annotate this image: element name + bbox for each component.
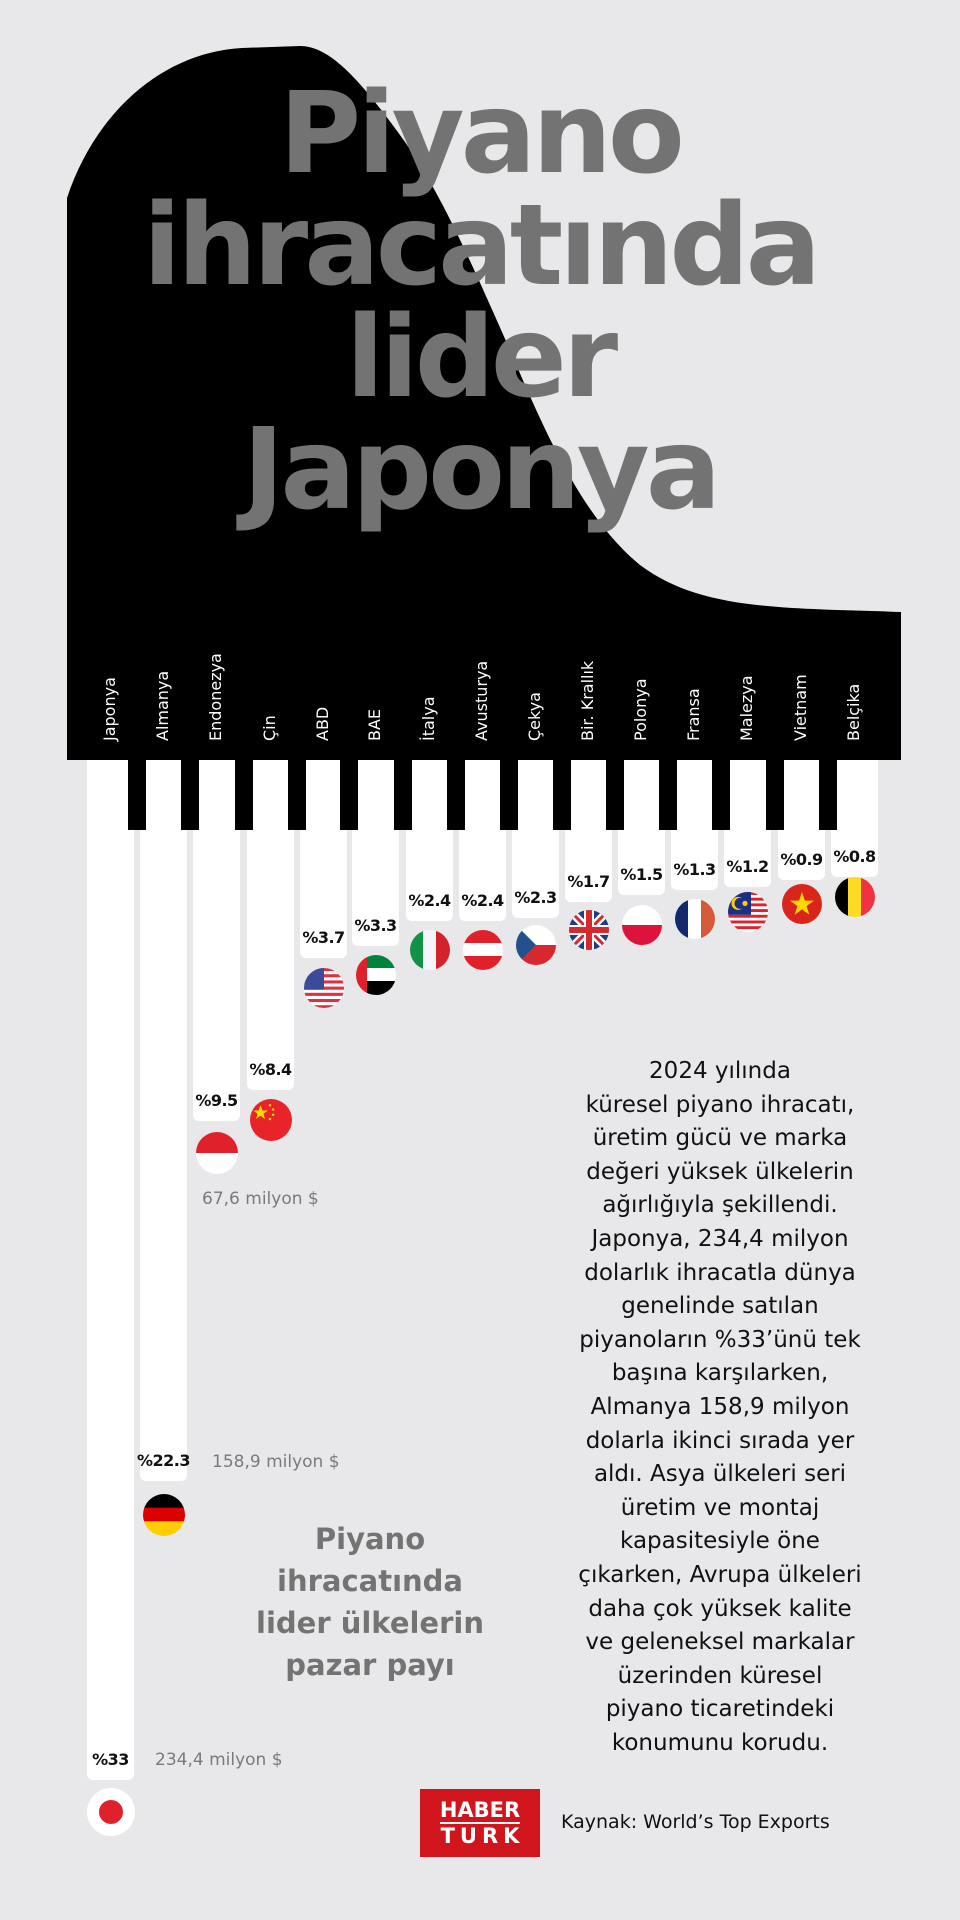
- vietnam-flag-icon: [782, 884, 822, 924]
- black-key: [500, 760, 518, 830]
- china-flag-icon: [250, 1099, 292, 1141]
- japan-flag-icon: [87, 1788, 135, 1836]
- paragraph-line: değeri yüksek ülkelerin: [586, 1158, 854, 1185]
- uae-flag-icon: [356, 955, 396, 995]
- percentage-label: %1.5: [620, 865, 663, 884]
- indonesia-flag-icon: [196, 1132, 238, 1174]
- country-label: Endonezya: [205, 653, 225, 741]
- paragraph-line: ve geleneksel markalar: [585, 1629, 855, 1656]
- black-key: [606, 760, 624, 830]
- percentage-label: %22.3: [136, 1451, 190, 1470]
- chart-subtitle: [230, 1518, 510, 1686]
- title-line: Piyano: [279, 69, 681, 199]
- black-key: [659, 760, 677, 830]
- logo-text-top: HABER: [439, 1797, 521, 1822]
- paragraph-line: Japonya, 234,4 milyon: [591, 1225, 849, 1252]
- export-value-label: 67,6 milyon $: [202, 1189, 319, 1209]
- percentage-label: %3.3: [354, 916, 397, 935]
- percentage-label: %8.4: [249, 1060, 292, 1079]
- page-title: [90, 69, 870, 535]
- black-key: [394, 760, 412, 830]
- percentage-label: %3.7: [302, 928, 345, 947]
- black-key: [128, 760, 146, 830]
- black-key: [712, 760, 730, 830]
- paragraph-line: üretim gücü ve marka: [592, 1125, 848, 1152]
- paragraph-line: Almanya 158,9 milyon: [590, 1393, 850, 1420]
- percentage-label: %2.3: [514, 888, 557, 907]
- subtitle-line: ihracatında: [277, 1564, 463, 1598]
- malaysia-flag-icon: [728, 892, 768, 932]
- subtitle-line: lider ülkelerin: [256, 1606, 484, 1640]
- country-label: İtalya: [418, 696, 438, 741]
- paragraph-line: kapasitesiyle öne: [620, 1528, 820, 1555]
- country-label: Polonya: [630, 678, 650, 741]
- export-value-label: 234,4 milyon $: [155, 1750, 283, 1770]
- export-value-label: 158,9 milyon $: [212, 1452, 340, 1472]
- bar-key-2: [193, 760, 240, 1121]
- black-key: [553, 760, 571, 830]
- country-label: Vietnam: [790, 674, 810, 741]
- country-label: Almanya: [152, 670, 172, 741]
- paragraph-line: piyano ticaretindeki: [605, 1696, 835, 1723]
- poland-flag-icon: [622, 905, 662, 945]
- percentage-label: %33: [92, 1750, 129, 1769]
- italy-flag-icon: [410, 930, 450, 970]
- country-label: Çekya: [524, 692, 544, 741]
- percentage-label: %0.9: [780, 850, 823, 869]
- country-label: ABD: [312, 706, 332, 741]
- black-key: [340, 760, 358, 830]
- country-label: Malezya: [736, 675, 756, 741]
- belgium-flag-icon: [835, 877, 875, 917]
- country-label: Çin: [259, 715, 279, 741]
- uk-flag-icon: [569, 910, 609, 950]
- usa-flag-icon: [304, 968, 344, 1008]
- percentage-label: %2.4: [408, 891, 451, 910]
- paragraph-line: piyanoların %33’ünü tek: [579, 1326, 861, 1353]
- austria-flag-icon: [463, 930, 503, 970]
- black-key: [819, 760, 837, 830]
- paragraph-line: üretim ve montaj: [620, 1494, 820, 1521]
- subtitle-line: pazar payı: [285, 1648, 455, 1682]
- source-credit: Kaynak: World’s Top Exports: [561, 1811, 830, 1833]
- country-label: Fransa: [683, 688, 703, 741]
- black-key: [447, 760, 465, 830]
- black-key: [235, 760, 253, 830]
- title-line: Japonya: [242, 405, 718, 535]
- france-flag-icon: [675, 899, 715, 939]
- paragraph-line: ağırlığıyla şekillendi.: [602, 1192, 838, 1219]
- logo-text-bottom: TURK: [440, 1823, 525, 1848]
- percentage-label: %9.5: [195, 1091, 238, 1110]
- paragraph-line: daha çok yüksek kalite: [588, 1595, 852, 1622]
- paragraph-line: 2024 yılında: [649, 1058, 791, 1084]
- black-key: [288, 760, 306, 830]
- paragraph-line: aldı. Asya ülkeleri seri: [593, 1461, 847, 1488]
- paragraph-line: konumunu korudu.: [611, 1729, 829, 1756]
- percentage-label: %0.8: [833, 847, 876, 866]
- description-paragraph: [550, 1055, 890, 1760]
- paragraph-line: başına karşılarken,: [611, 1360, 829, 1387]
- paragraph-line: dolarla ikinci sırada yer: [585, 1427, 855, 1454]
- country-label: BAE: [364, 708, 384, 741]
- paragraph-line: çıkarken, Avrupa ülkeleri: [578, 1561, 862, 1588]
- country-label: Bir. Krallık: [577, 660, 597, 741]
- black-key: [766, 760, 784, 830]
- haberturk-logo: [420, 1789, 540, 1857]
- czechia-flag-icon: [516, 925, 556, 965]
- percentage-label: %2.4: [461, 891, 504, 910]
- title-line: lider: [345, 293, 615, 423]
- subtitle-line: Piyano: [314, 1522, 426, 1556]
- black-key: [181, 760, 199, 830]
- paragraph-line: üzerinden küresel: [617, 1662, 823, 1689]
- bar-key-3: [247, 760, 294, 1090]
- title-line: ihracatında: [142, 181, 818, 311]
- country-label: Belçika: [843, 683, 863, 741]
- country-label: Avusturya: [471, 660, 491, 741]
- paragraph-line: genelinde satılan: [621, 1293, 819, 1320]
- country-label: Japonya: [99, 677, 119, 741]
- percentage-label: %1.2: [726, 857, 769, 876]
- percentage-label: %1.3: [673, 860, 716, 879]
- bar-key-0: [87, 760, 134, 1780]
- percentage-label: %1.7: [567, 872, 610, 891]
- paragraph-line: küresel piyano ihracatı,: [585, 1091, 855, 1118]
- bar-key-1: [140, 760, 187, 1481]
- germany-flag-icon: [143, 1494, 185, 1536]
- paragraph-line: dolarlık ihracatla dünya: [584, 1259, 856, 1286]
